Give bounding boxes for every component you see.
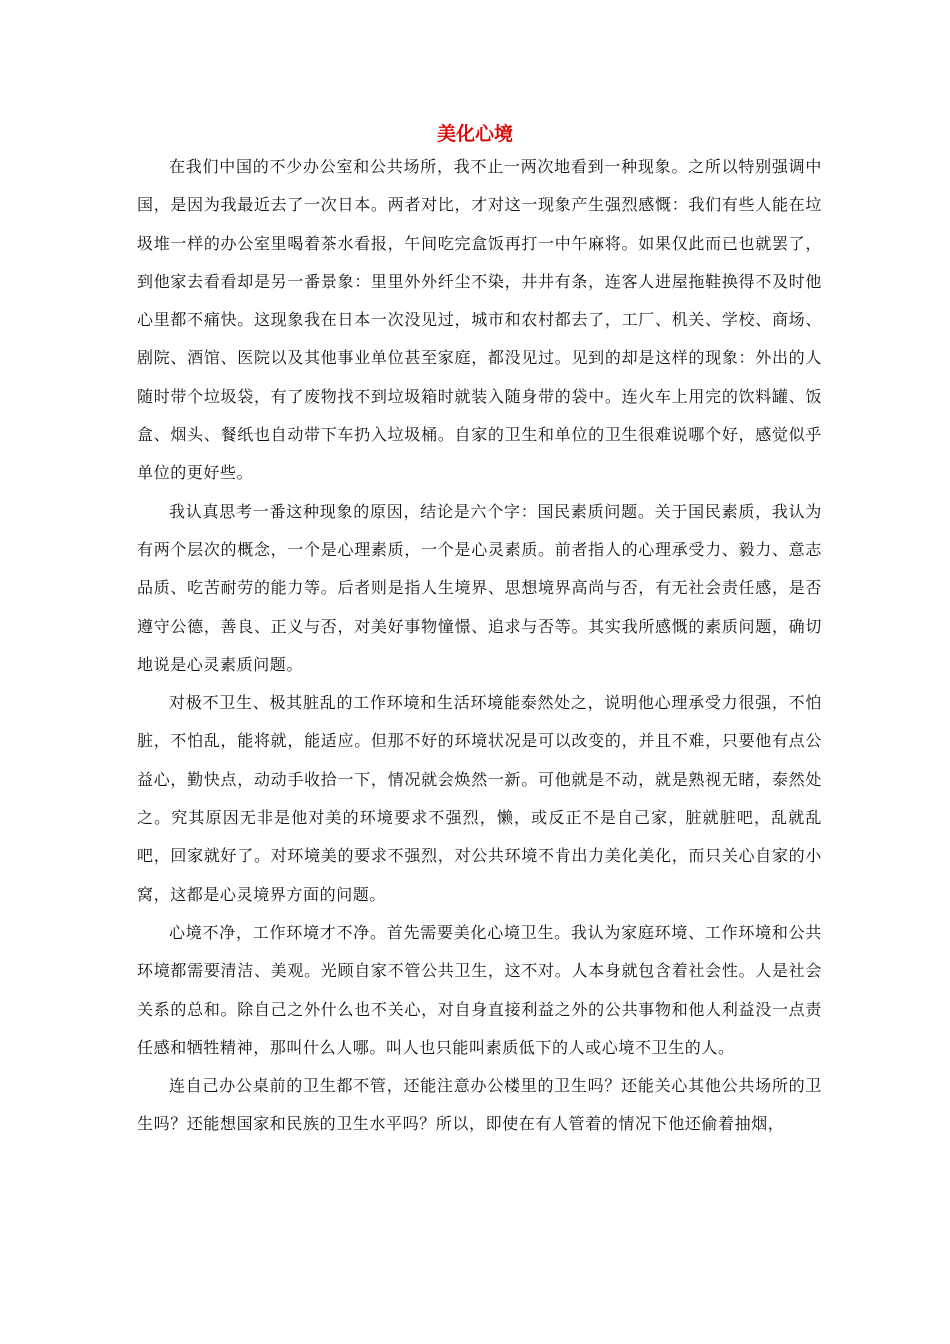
document-title: 美化心境: [436, 123, 513, 145]
paragraph-1: 在我们中国的不少办公室和公共场所，我不止一两次地看到一种现象。之所以特别强调中国，是因为我最近去了一次日本。两者对比，才对这一现象产生强烈感慨：我们有些人能在垃圾堆一样的办公室里喝着茶水看报，午间吃完盒饭再打一中午麻将。如果仅此而已也就罢了，到他家去看看却是另一番景象：里里外外纤尘不染，井井有条，连客人进屋拖鞋换得不及时他心里都不痛快。这现象我在日本一次没见过，城市和农村都去了，工厂、机关、学校、商场、剧院、酒馆、医院以及其他事业单位甚至家庭，都没见过。见到的却是这样的现象：外出的人随时带个垃圾袋，有了废物找不到垃圾箱时就装入随身带的袋中。连火车上用完的饮料罐、饭盒、烟头、餐纸也自动带下车扔入垃圾桶。自家的卫生和单位的卫生很难说哪个好，感觉似乎单位的更好些。: [137, 157, 822, 483]
paragraph-5: 连自己办公桌前的卫生都不管，还能注意办公楼里的卫生吗？还能关心其他公共场所的卫生吗？还能想国家和民族的卫生水平吗？所以，即使在有人管着的情况下他还偷着抽烟，: [137, 1076, 822, 1134]
document-body: [137, 148, 822, 1144]
paragraph-3: 对极不卫生、极其脏乱的工作环境和生活环境能泰然处之，说明他心理承受力很强，不怕脏，不怕乱，能将就，能适应。但那不好的环境状况是可以改变的，并且不难，只要他有点公益心，勤快点，动动手收拾一下，情况就会焕然一新。可他就是不动，就是熟视无睹，泰然处之。究其原因无非是他对美的环境要求不强烈，懒，或反正不是自己家，脏就脏吧，乱就乱吧，回家就好了。对环境美的要求不强烈，对公共环境不肯出力美化美化，而只关心自家的小窝，这都是心灵境界方面的问题。: [137, 693, 822, 904]
paragraph-2: 我认真思考一番这种现象的原因，结论是六个字：国民素质问题。关于国民素质，我认为有两个层次的概念，一个是心理素质，一个是心灵素质。前者指人的心理承受力、毅力、意志品质、吃苦耐劳的能力等。后者则是指人生境界、思想境界高尚与否，有无社会责任感，是否遵守公德，善良、正义与否，对美好事物憧憬、追求与否等。其实我所感慨的素质问题，确切地说是心灵素质问题。: [137, 501, 822, 674]
paragraph-4: 心境不净，工作环境才不净。首先需要美化心境卫生。我认为家庭环境、工作环境和公共环境都需要清洁、美观。光顾自家不管公共卫生，这不对。人本身就包含着社会性。人是社会关系的总和。除自己之外什么也不关心，对自身直接利益之外的公共事物和他人利益没一点责任感和牺牲精神，那叫什么人哪。叫人也只能叫素质低下的人或心境不卫生的人。: [137, 922, 822, 1057]
